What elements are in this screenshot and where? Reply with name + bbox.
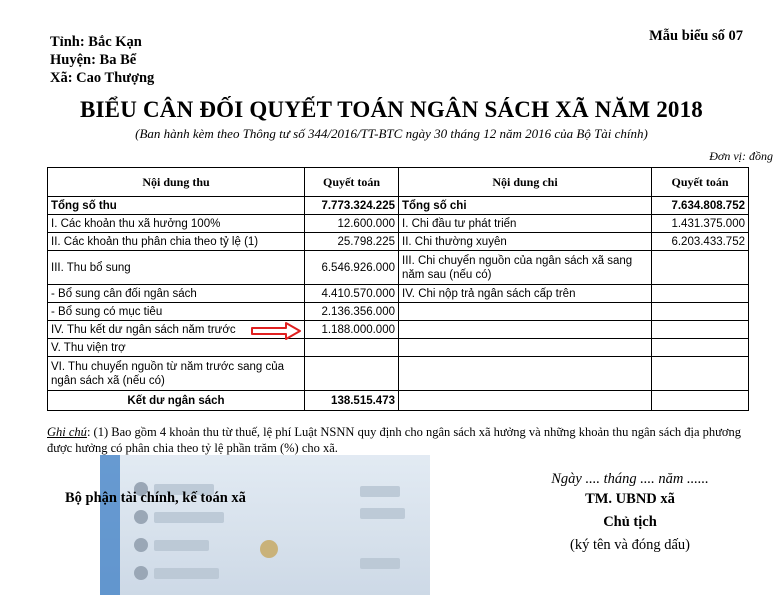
expense-amount-cell xyxy=(652,357,749,391)
revenue-cell: I. Các khoản thu xã hưởng 100% xyxy=(48,215,305,233)
revenue-amount-cell: 6.546.926.000 xyxy=(305,251,399,285)
header-expense-amount: Quyết toán xyxy=(652,168,749,197)
page-subtitle: (Ban hành kèm theo Thông tư số 344/2016/TT-BTC ngày 30 tháng 12 năm 2016 của Bộ Tài chính) xyxy=(135,126,648,141)
form-number: Mẫu biểu số 07 xyxy=(649,28,743,44)
expense-amount-cell xyxy=(652,285,749,303)
expense-cell xyxy=(399,357,652,391)
footnote-label: Ghi chú xyxy=(47,425,87,439)
revenue-cell: III. Thu bổ sung xyxy=(48,251,305,285)
expense-amount-cell xyxy=(652,339,749,357)
avatar xyxy=(134,538,148,552)
expense-amount-cell: 6.203.433.752 xyxy=(652,233,749,251)
revenue-amount-cell: 25.798.225 xyxy=(305,233,399,251)
empty-cell xyxy=(399,391,652,411)
signature-date: Ngày .... tháng .... năm ...... xyxy=(551,471,709,487)
sticker-icon xyxy=(260,540,278,558)
revenue-cell: V. Thu viện trợ xyxy=(48,339,305,357)
footnote-text: : (1) Bao gồm 4 khoản thu từ thuế, lệ phí Luật NSNN quy định cho ngân sách xã hưởng và những khoản thu ngân sách địa phương được hưởng có phân chia theo tỷ lệ phần trăm (%) cho xã. xyxy=(47,425,742,455)
table-row xyxy=(48,251,749,285)
unit-label: Đơn vị: đồng xyxy=(709,149,773,163)
signature-note: (ký tên và đóng dấu) xyxy=(570,537,690,553)
table-row xyxy=(48,197,749,215)
list-item xyxy=(154,568,219,579)
table-row xyxy=(48,357,749,391)
expense-amount-cell: 1.431.375.000 xyxy=(652,215,749,233)
commune-label: Xã: Cao Thượng xyxy=(50,70,155,86)
revenue-amount-cell: 12.600.000 xyxy=(305,215,399,233)
list-item xyxy=(154,512,224,523)
province-label: Tỉnh: Bắc Kạn xyxy=(50,34,142,50)
expense-amount-cell xyxy=(652,251,749,285)
table-row xyxy=(48,285,749,303)
revenue-cell: II. Các khoản thu phân chia theo tỷ lệ (1) xyxy=(48,233,305,251)
avatar xyxy=(134,566,148,580)
revenue-cell: - Bổ sung có mục tiêu xyxy=(48,303,305,321)
revenue-amount-cell: 4.410.570.000 xyxy=(305,285,399,303)
table-row xyxy=(48,321,749,339)
expense-cell xyxy=(399,303,652,321)
header-revenue-amount: Quyết toán xyxy=(305,168,399,197)
balance-amount: 138.515.473 xyxy=(305,391,399,411)
revenue-amount-cell: 2.136.356.000 xyxy=(305,303,399,321)
revenue-cell: VI. Thu chuyển nguồn từ năm trước sang của ngân sách xã (nếu có) xyxy=(48,357,305,391)
expense-amount-cell xyxy=(652,321,749,339)
expense-cell: II. Chi thường xuyên xyxy=(399,233,652,251)
red-arrow-icon xyxy=(250,321,302,341)
list-item xyxy=(360,558,400,569)
finance-dept-signature: Bộ phận tài chính, kế toán xã xyxy=(65,490,246,506)
expense-amount-cell: 7.634.808.752 xyxy=(652,197,749,215)
signature-org: TM. UBND xã xyxy=(585,491,675,507)
table-row xyxy=(48,303,749,321)
expense-cell xyxy=(399,321,652,339)
expense-cell: III. Chi chuyển nguồn của ngân sách xã sang năm sau (nếu có) xyxy=(399,251,652,285)
table-row xyxy=(48,233,749,251)
revenue-amount-cell: 1.188.000.000 xyxy=(305,321,399,339)
header-left xyxy=(50,33,154,87)
header-revenue: Nội dung thu xyxy=(48,168,305,197)
table-header-row xyxy=(48,168,749,197)
chat-list-overlay xyxy=(130,462,420,592)
balance-row xyxy=(48,391,749,411)
expense-cell: Tổng số chi xyxy=(399,197,652,215)
revenue-amount-cell: 7.773.324.225 xyxy=(305,197,399,215)
list-item xyxy=(360,486,400,497)
footnote xyxy=(47,424,749,456)
expense-cell: IV. Chi nộp trả ngân sách cấp trên xyxy=(399,285,652,303)
avatar xyxy=(134,510,148,524)
revenue-cell: - Bổ sung cân đối ngân sách xyxy=(48,285,305,303)
expense-cell: I. Chi đầu tư phát triển xyxy=(399,215,652,233)
list-item xyxy=(154,540,209,551)
revenue-cell: IV. Thu kết dư ngân sách năm trước xyxy=(48,321,305,339)
list-item xyxy=(360,508,405,519)
empty-cell xyxy=(652,391,749,411)
expense-cell xyxy=(399,339,652,357)
chat-sidebar-overlay xyxy=(100,455,120,595)
expense-amount-cell xyxy=(652,303,749,321)
table-row xyxy=(48,339,749,357)
district-label: Huyện: Ba Bể xyxy=(50,52,137,68)
page-title: BIỂU CÂN ĐỐI QUYẾT TOÁN NGÂN SÁCH XÃ NĂM 2018 xyxy=(79,97,704,122)
revenue-amount-cell xyxy=(305,339,399,357)
budget-table xyxy=(47,167,749,411)
balance-label: Kết dư ngân sách xyxy=(48,391,305,411)
revenue-cell: Tổng số thu xyxy=(48,197,305,215)
revenue-amount-cell xyxy=(305,357,399,391)
table-row xyxy=(48,215,749,233)
signature-title: Chủ tịch xyxy=(603,514,657,530)
header-expense: Nội dung chi xyxy=(399,168,652,197)
